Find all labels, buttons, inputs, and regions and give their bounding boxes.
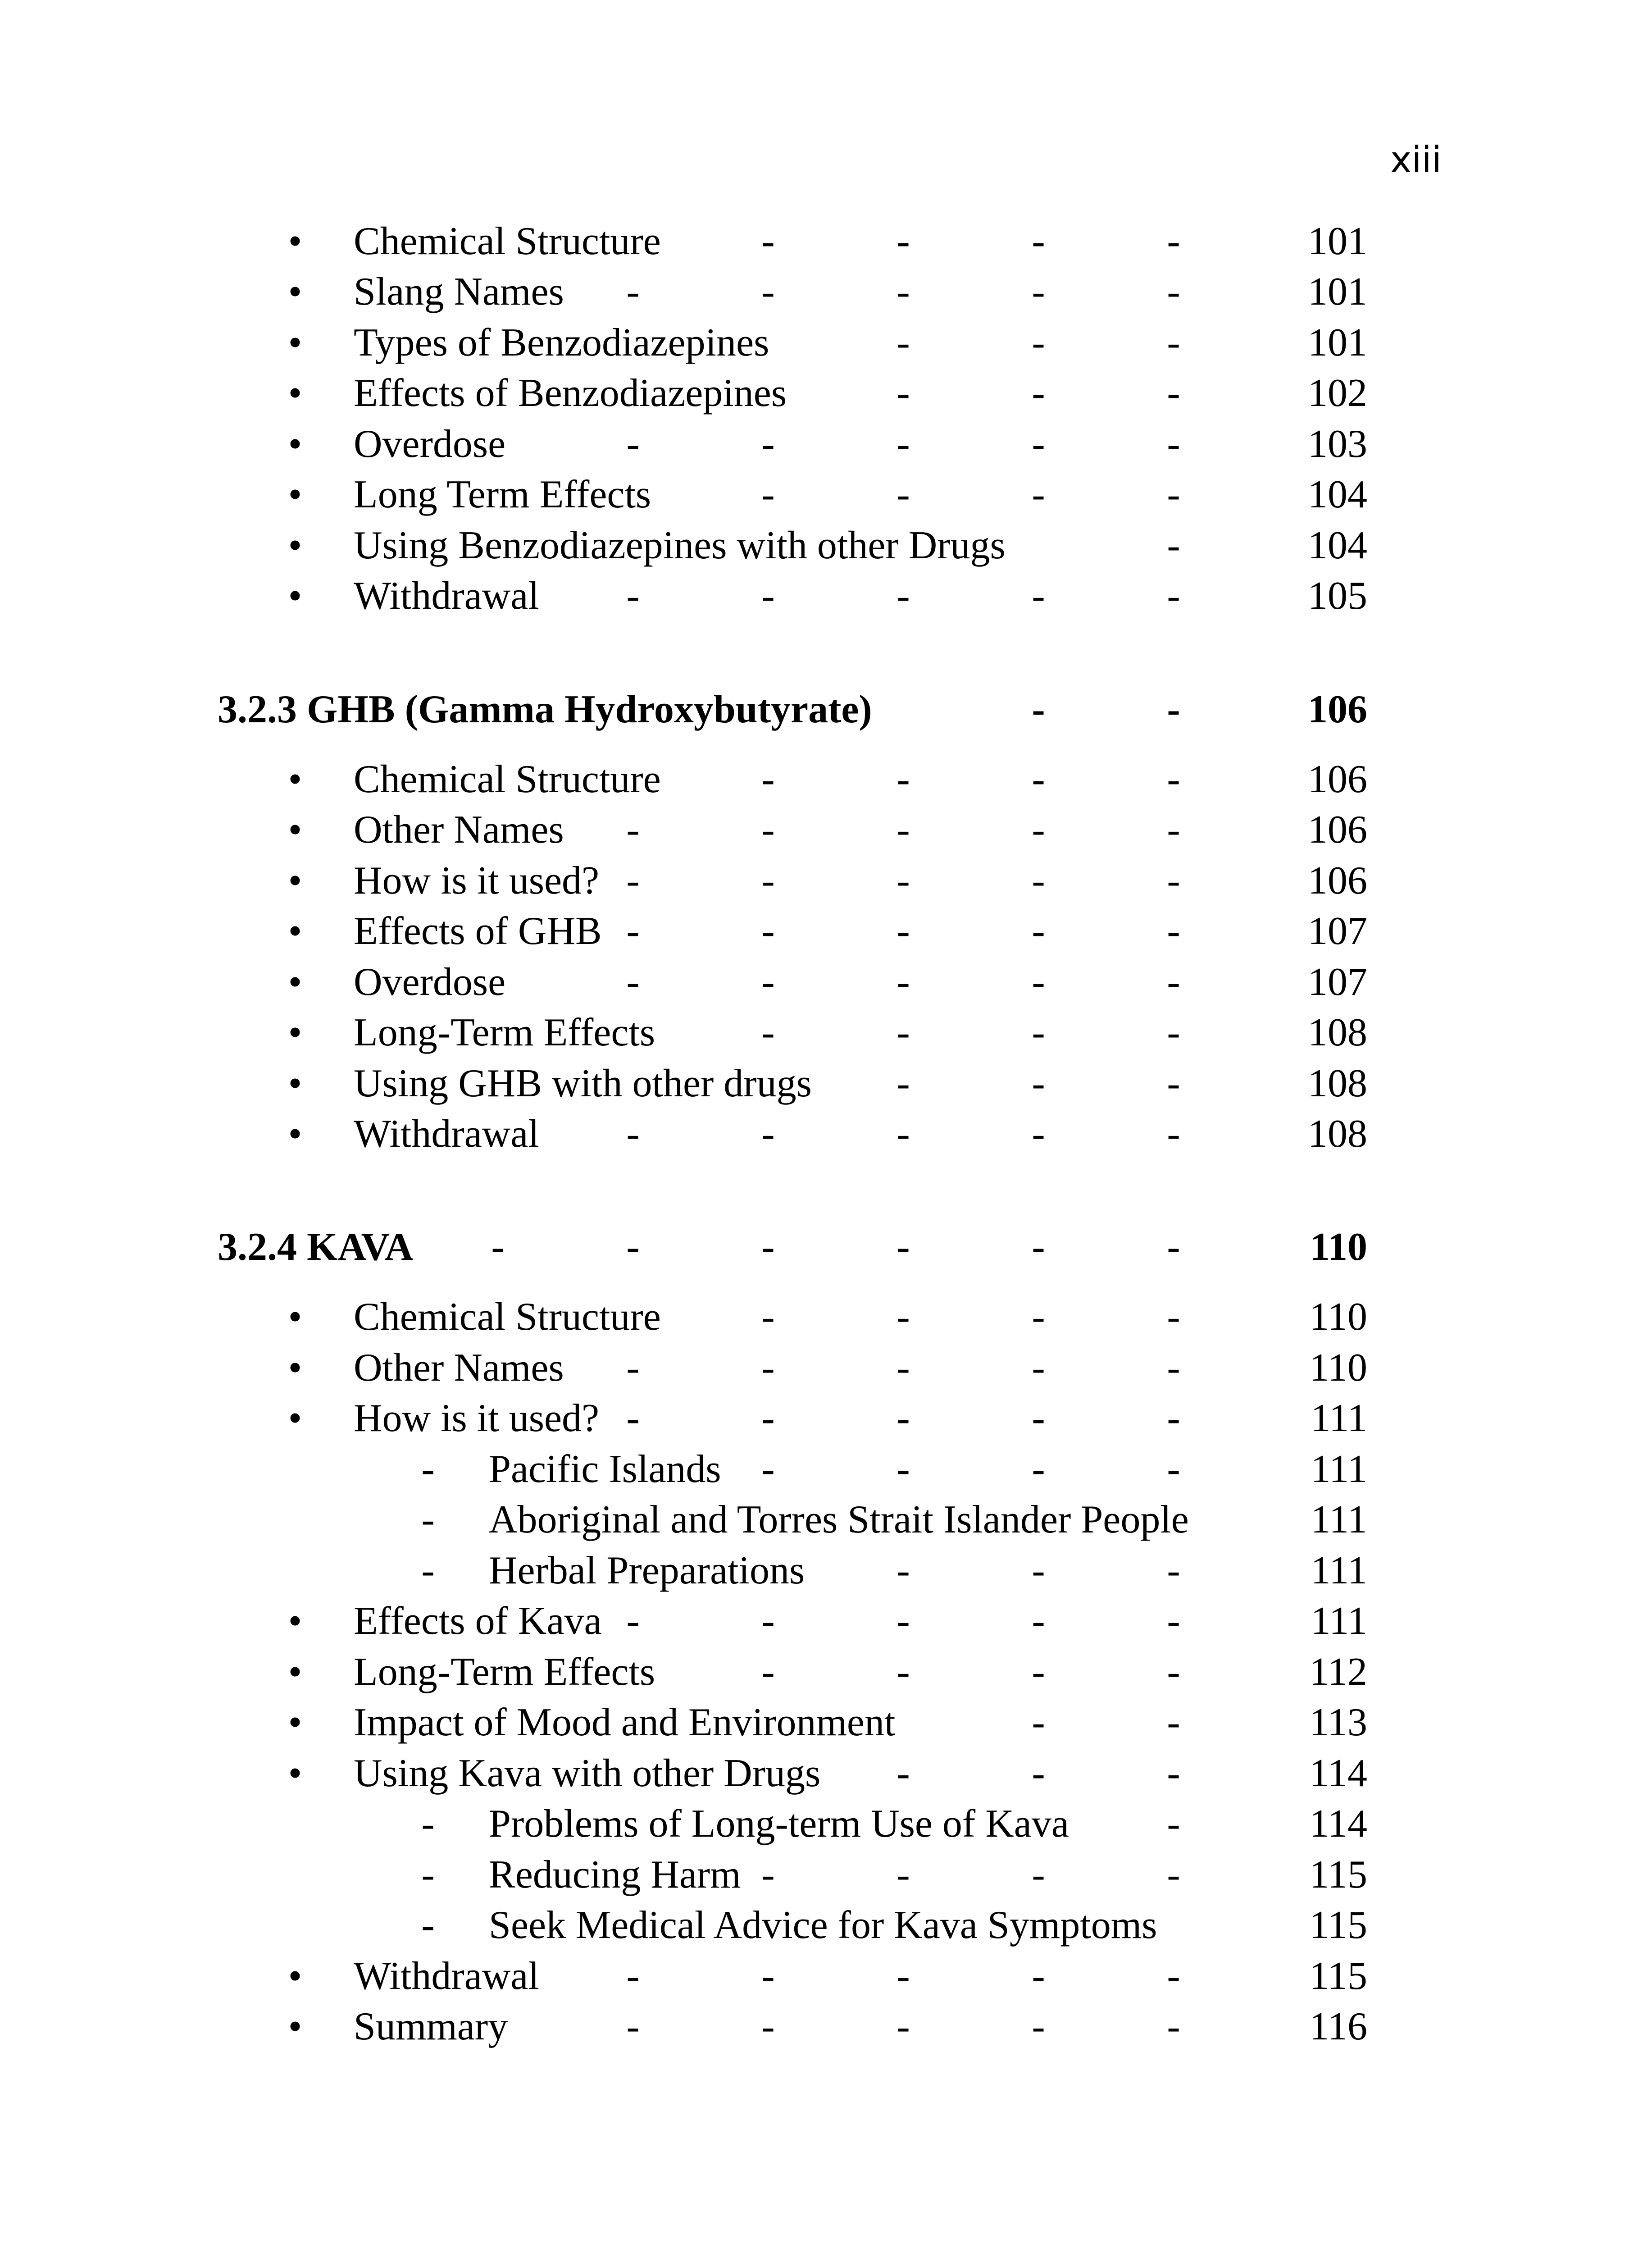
toc-item	[0, 571, 1652, 621]
toc-entry-label: Long Term Effects	[354, 473, 651, 516]
leader-dash: -	[626, 1225, 640, 1269]
toc-entry-label: Withdrawal	[354, 1954, 539, 1998]
leader-dash: -	[897, 473, 910, 516]
leader-dash: -	[1167, 1599, 1180, 1643]
leader-dash: -	[626, 808, 640, 852]
toc-page-number: 110	[1310, 1225, 1367, 1269]
leader-dash: -	[761, 1112, 775, 1156]
bullet-icon: •	[288, 757, 302, 801]
leader-dash: -	[897, 1650, 910, 1694]
toc-entry-label: Chemical Structure	[354, 219, 661, 263]
toc-page-number: 111	[1311, 1599, 1367, 1643]
bullet-icon: •	[288, 1062, 302, 1105]
leader-dash: -	[491, 1225, 505, 1269]
leader-dash: -	[626, 422, 640, 466]
leader-dash: -	[1032, 960, 1045, 1004]
toc-page-number: 101	[1308, 219, 1367, 263]
leader-dash: -	[761, 960, 775, 1004]
leader-dash: -	[1167, 219, 1180, 263]
leader-dash: -	[1167, 688, 1180, 731]
toc-page-number: 108	[1308, 1062, 1367, 1105]
toc-page-number: 110	[1309, 1346, 1367, 1390]
leader-dash: -	[626, 1599, 640, 1643]
leader-dash: -	[1032, 1112, 1045, 1156]
leader-dash: -	[1032, 1346, 1045, 1390]
toc-page-number: 101	[1308, 270, 1367, 314]
toc-page-number: 102	[1308, 371, 1367, 415]
toc-item	[0, 1058, 1652, 1109]
leader-dash: -	[626, 1112, 640, 1156]
leader-dash: -	[626, 909, 640, 953]
bullet-icon: •	[288, 473, 302, 516]
leader-dash: -	[761, 1853, 775, 1897]
toc-entry-label: Impact of Mood and Environment	[354, 1701, 896, 1744]
bullet-icon: •	[288, 1701, 302, 1744]
toc-subitem	[0, 1850, 1652, 1900]
toc-page-number: 106	[1308, 757, 1367, 801]
toc-page-number: 115	[1309, 1903, 1367, 1947]
leader-dash: -	[1032, 1396, 1045, 1440]
leader-dash: -	[897, 1853, 910, 1897]
toc-subitem	[0, 1546, 1652, 1596]
leader-dash: -	[897, 1396, 910, 1440]
leader-dash: -	[1167, 1650, 1180, 1694]
dash-bullet-icon: -	[421, 1903, 435, 1947]
leader-dash: -	[761, 2005, 775, 2048]
bullet-icon: •	[288, 1295, 302, 1339]
leader-dash: -	[1167, 422, 1180, 466]
toc-entry-label: How is it used?	[354, 859, 600, 903]
bullet-icon: •	[288, 2005, 302, 2048]
toc-page-number: 115	[1309, 1954, 1367, 1998]
bullet-icon: •	[288, 960, 302, 1004]
toc-item	[0, 957, 1652, 1008]
toc-entry-label: Long-Term Effects	[354, 1650, 655, 1694]
leader-dash: -	[761, 1011, 775, 1054]
leader-dash: -	[1032, 270, 1045, 314]
leader-dash: -	[761, 1396, 775, 1440]
leader-dash: -	[897, 757, 910, 801]
leader-dash: -	[761, 422, 775, 466]
toc-entry-label: Chemical Structure	[354, 1295, 661, 1339]
toc-page-number: 114	[1309, 1751, 1367, 1795]
leader-dash: -	[1167, 2005, 1180, 2048]
leader-dash: -	[897, 1062, 910, 1105]
toc-entry-label: Other Names	[354, 1346, 564, 1390]
dash-bullet-icon: -	[421, 1447, 435, 1491]
toc-item	[0, 856, 1652, 906]
leader-dash: -	[761, 1346, 775, 1390]
toc-subitem	[0, 1900, 1652, 1951]
leader-dash: -	[1167, 524, 1180, 567]
leader-dash: -	[1032, 1599, 1045, 1643]
toc-page-number: 110	[1309, 1295, 1367, 1339]
toc-entry-label: Other Names	[354, 808, 564, 852]
toc-item	[0, 1951, 1652, 2002]
leader-dash: -	[1032, 1954, 1045, 1998]
leader-dash: -	[761, 1954, 775, 1998]
toc-entry-label: Effects of Benzodiazepines	[354, 371, 787, 415]
leader-dash: -	[761, 473, 775, 516]
toc-entry-label: Withdrawal	[354, 1112, 539, 1156]
leader-dash: -	[761, 909, 775, 953]
toc-entry-label: Summary	[354, 2005, 508, 2048]
toc-item	[0, 1008, 1652, 1058]
leader-dash: -	[761, 757, 775, 801]
toc-page-number: 106	[1308, 859, 1367, 903]
toc-page-number: 108	[1308, 1011, 1367, 1054]
leader-dash: -	[897, 1011, 910, 1054]
leader-dash: -	[626, 2005, 640, 2048]
toc-entry-label: 3.2.3 GHB (Gamma Hydroxybutyrate)	[218, 688, 872, 731]
toc-entry-label: Seek Medical Advice for Kava Symptoms	[489, 1903, 1157, 1947]
bullet-icon: •	[288, 524, 302, 567]
bullet-icon: •	[288, 574, 302, 618]
toc-item	[0, 1697, 1652, 1748]
toc-page-number: 115	[1309, 1853, 1367, 1897]
leader-dash: -	[1167, 960, 1180, 1004]
toc-item	[0, 419, 1652, 470]
leader-dash: -	[897, 808, 910, 852]
toc-page-number: 107	[1308, 909, 1367, 953]
bullet-icon: •	[288, 1011, 302, 1054]
toc-item	[0, 906, 1652, 957]
toc-page-number: 101	[1308, 321, 1367, 365]
leader-dash: -	[626, 1954, 640, 1998]
toc-entry-label: Using Benzodiazepines with other Drugs	[354, 524, 1006, 567]
leader-dash: -	[897, 1346, 910, 1390]
dash-bullet-icon: -	[421, 1498, 435, 1542]
leader-dash: -	[1032, 1295, 1045, 1339]
toc-section-heading	[0, 1222, 1652, 1272]
page-number: xiii	[1390, 139, 1442, 181]
bullet-icon: •	[288, 909, 302, 953]
toc-entry-label: Effects of GHB	[354, 909, 602, 953]
toc-entry-label: Herbal Preparations	[489, 1549, 805, 1592]
leader-dash: -	[897, 574, 910, 618]
toc-page-number: 111	[1311, 1447, 1367, 1491]
toc-item	[0, 1596, 1652, 1646]
toc-page-number: 103	[1308, 422, 1367, 466]
toc-entry-label: 3.2.4 KAVA	[218, 1225, 414, 1269]
leader-dash: -	[1167, 1751, 1180, 1795]
toc-item	[0, 267, 1652, 317]
toc-item	[0, 216, 1652, 267]
toc-item	[0, 318, 1652, 368]
toc-entry-label: Withdrawal	[354, 574, 539, 618]
leader-dash: -	[897, 1225, 910, 1269]
toc-item	[0, 470, 1652, 520]
leader-dash: -	[1167, 1802, 1180, 1846]
leader-dash: -	[626, 859, 640, 903]
toc-entry-label: Using GHB with other drugs	[354, 1062, 812, 1105]
toc-page-number: 111	[1311, 1549, 1367, 1592]
leader-dash: -	[897, 960, 910, 1004]
bullet-icon: •	[288, 422, 302, 466]
leader-dash: -	[1167, 1396, 1180, 1440]
bullet-icon: •	[288, 1954, 302, 1998]
bullet-icon: •	[288, 1112, 302, 1156]
bullet-icon: •	[288, 1751, 302, 1795]
leader-dash: -	[1167, 1225, 1180, 1269]
leader-dash: -	[626, 960, 640, 1004]
toc-entry-label: Long-Term Effects	[354, 1011, 655, 1054]
leader-dash: -	[1032, 1549, 1045, 1592]
toc-page-number: 105	[1308, 574, 1367, 618]
toc-subitem	[0, 1444, 1652, 1495]
leader-dash: -	[897, 909, 910, 953]
leader-dash: -	[1167, 1447, 1180, 1491]
leader-dash: -	[897, 270, 910, 314]
leader-dash: -	[897, 859, 910, 903]
leader-dash: -	[1167, 1011, 1180, 1054]
leader-dash: -	[1032, 1701, 1045, 1744]
leader-dash: -	[1032, 1751, 1045, 1795]
leader-dash: -	[1032, 371, 1045, 415]
leader-dash: -	[1032, 1225, 1045, 1269]
toc-page-number: 106	[1308, 808, 1367, 852]
bullet-icon: •	[288, 321, 302, 365]
leader-dash: -	[897, 321, 910, 365]
leader-dash: -	[1167, 1549, 1180, 1592]
leader-dash: -	[1167, 473, 1180, 516]
bullet-icon: •	[288, 270, 302, 314]
toc-entry-label: How is it used?	[354, 1396, 600, 1440]
toc-item	[0, 520, 1652, 571]
leader-dash: -	[897, 1447, 910, 1491]
leader-dash: -	[897, 219, 910, 263]
toc-entry-label: Overdose	[354, 960, 506, 1004]
leader-dash: -	[897, 371, 910, 415]
leader-dash: -	[897, 1954, 910, 1998]
leader-dash: -	[1032, 909, 1045, 953]
leader-dash: -	[1032, 1062, 1045, 1105]
leader-dash: -	[761, 574, 775, 618]
toc-subitem	[0, 1495, 1652, 1545]
leader-dash: -	[1167, 1853, 1180, 1897]
leader-dash: -	[761, 1650, 775, 1694]
toc-entry-label: Effects of Kava	[354, 1599, 602, 1643]
toc-item	[0, 2002, 1652, 2052]
leader-dash: -	[1167, 859, 1180, 903]
toc-page-number: 116	[1309, 2005, 1367, 2048]
leader-dash: -	[761, 859, 775, 903]
leader-dash: -	[761, 219, 775, 263]
toc-item	[0, 1343, 1652, 1393]
leader-dash: -	[761, 808, 775, 852]
leader-dash: -	[1032, 1650, 1045, 1694]
bullet-icon: •	[288, 1599, 302, 1643]
toc-page-number: 104	[1308, 473, 1367, 516]
dash-bullet-icon: -	[421, 1853, 435, 1897]
toc-item	[0, 805, 1652, 855]
dash-bullet-icon: -	[421, 1549, 435, 1592]
leader-dash: -	[1032, 1447, 1045, 1491]
leader-dash: -	[761, 1599, 775, 1643]
leader-dash: -	[1032, 2005, 1045, 2048]
toc-entry-label: Aboriginal and Torres Strait Islander People	[489, 1498, 1189, 1542]
bullet-icon: •	[288, 1396, 302, 1440]
leader-dash: -	[1167, 371, 1180, 415]
toc-page-number: 112	[1309, 1650, 1367, 1694]
leader-dash: -	[1167, 757, 1180, 801]
leader-dash: -	[761, 1225, 775, 1269]
leader-dash: -	[1032, 1853, 1045, 1897]
leader-dash: -	[1167, 1346, 1180, 1390]
bullet-icon: •	[288, 371, 302, 415]
toc-page-number: 111	[1311, 1396, 1367, 1440]
leader-dash: -	[897, 1751, 910, 1795]
bullet-icon: •	[288, 1650, 302, 1694]
toc-page-number: 107	[1308, 960, 1367, 1004]
leader-dash: -	[761, 1447, 775, 1491]
toc-subitem	[0, 1799, 1652, 1849]
toc-page-number: 111	[1311, 1498, 1367, 1542]
toc-item	[0, 1647, 1652, 1697]
leader-dash: -	[1167, 1954, 1180, 1998]
toc-section-heading	[0, 684, 1652, 735]
leader-dash: -	[1167, 1701, 1180, 1744]
leader-dash: -	[1032, 688, 1045, 731]
toc-page-number: 104	[1308, 524, 1367, 567]
leader-dash: -	[761, 270, 775, 314]
toc-entry-label: Reducing Harm	[489, 1853, 741, 1897]
leader-dash: -	[897, 2005, 910, 2048]
leader-dash: -	[1167, 270, 1180, 314]
toc-item	[0, 754, 1652, 805]
leader-dash: -	[1167, 1112, 1180, 1156]
leader-dash: -	[897, 1112, 910, 1156]
toc-item	[0, 1292, 1652, 1342]
leader-dash: -	[1032, 808, 1045, 852]
leader-dash: -	[1167, 909, 1180, 953]
leader-dash: -	[897, 1549, 910, 1592]
leader-dash: -	[1167, 808, 1180, 852]
bullet-icon: •	[288, 219, 302, 263]
toc-entry-label: Types of Benzodiazepines	[354, 321, 769, 365]
leader-dash: -	[897, 1599, 910, 1643]
leader-dash: -	[626, 1346, 640, 1390]
toc-page-number: 106	[1308, 688, 1367, 731]
leader-dash: -	[626, 270, 640, 314]
leader-dash: -	[1032, 219, 1045, 263]
toc-entry-label: Chemical Structure	[354, 757, 661, 801]
toc-entry-label: Using Kava with other Drugs	[354, 1751, 821, 1795]
toc-item	[0, 368, 1652, 419]
leader-dash: -	[1032, 1011, 1045, 1054]
toc-item	[0, 1393, 1652, 1444]
toc-page-number: 113	[1309, 1701, 1367, 1744]
bullet-icon: •	[288, 1346, 302, 1390]
leader-dash: -	[1032, 757, 1045, 801]
leader-dash: -	[626, 1396, 640, 1440]
leader-dash: -	[1032, 859, 1045, 903]
leader-dash: -	[1032, 574, 1045, 618]
leader-dash: -	[1167, 1062, 1180, 1105]
leader-dash: -	[897, 422, 910, 466]
leader-dash: -	[897, 1295, 910, 1339]
leader-dash: -	[761, 1295, 775, 1339]
toc-item	[0, 1748, 1652, 1799]
toc-item	[0, 1109, 1652, 1159]
leader-dash: -	[1167, 1295, 1180, 1339]
bullet-icon: •	[288, 859, 302, 903]
leader-dash: -	[626, 574, 640, 618]
leader-dash: -	[1167, 321, 1180, 365]
leader-dash: -	[1167, 574, 1180, 618]
toc-entry-label: Slang Names	[354, 270, 564, 314]
toc-entry-label: Problems of Long-term Use of Kava	[489, 1802, 1069, 1846]
toc-page-number: 108	[1308, 1112, 1367, 1156]
dash-bullet-icon: -	[421, 1802, 435, 1846]
leader-dash: -	[1032, 473, 1045, 516]
bullet-icon: •	[288, 808, 302, 852]
leader-dash: -	[1032, 422, 1045, 466]
toc-page-number: 114	[1309, 1802, 1367, 1846]
leader-dash: -	[1032, 321, 1045, 365]
toc-entry-label: Pacific Islands	[489, 1447, 721, 1491]
toc-entry-label: Overdose	[354, 422, 506, 466]
